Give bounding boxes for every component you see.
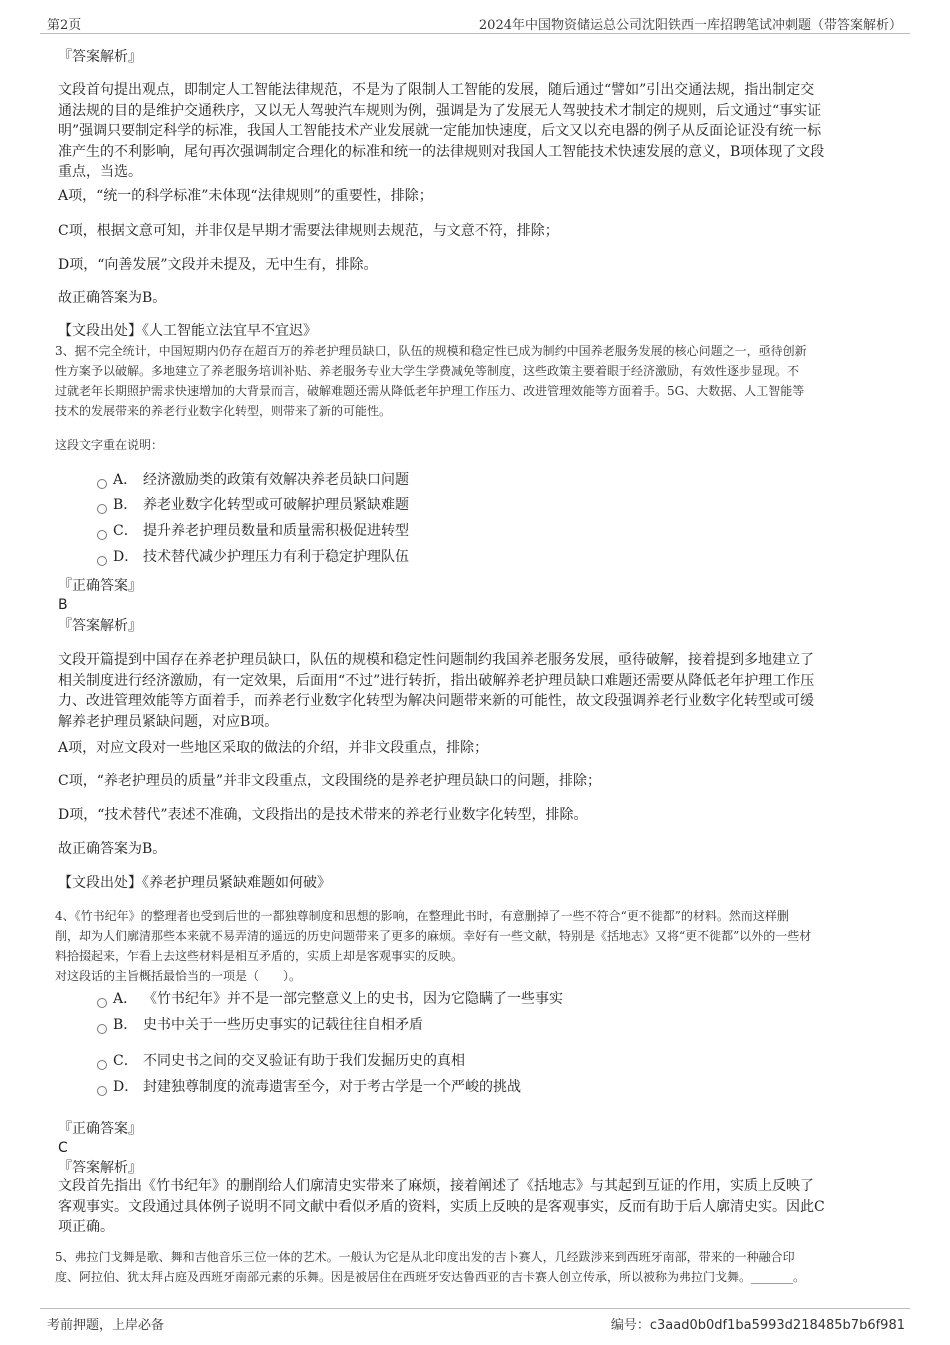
q4-answer-label: 『正确答案』 — [58, 1121, 142, 1137]
document-title: 2024年中国物资储运总公司沈阳铁西一库招聘笔试冲刺题（带答案解析） — [478, 18, 902, 33]
option-text: 不同史书之间的交叉验证有助于我们发掘历史的真相 — [143, 1053, 465, 1069]
q4-option-c[interactable] — [97, 1051, 465, 1071]
radio-icon[interactable] — [97, 504, 107, 514]
option-label: A． — [113, 991, 138, 1007]
q3-analysis-line: 力、改进管理效能等方面着手，而养老行业数字化转型为解决问题带来新的可能性，故文段强调养老行业数字化转型或可缓 — [58, 693, 814, 709]
option-text: 史书中关于一些历史事实的记载往往自相矛盾 — [143, 1017, 423, 1033]
q4-question: 对这段话的主旨概括最恰当的一项是（ ）。 — [55, 969, 302, 983]
q3-stem-line: 过就老年长期照护需求快速增加的大背景而言，破解难题还需从降低老年护理工作压力、改进管理效能等方面着手。5G、大数据、人工智能等 — [55, 384, 805, 398]
q3-stem — [55, 341, 900, 421]
q4-analysis-line: 文段首先指出《竹书纪年》的删削给人们廓清史实带来了麻烦，接着阐述了《括地志》与其起到互证的作用，实质上反映了 — [58, 1178, 814, 1194]
code-label: 编号： — [610, 1318, 650, 1333]
q5-stem-line: 度、阿拉伯、犹太拜占庭及西班牙南部元素的乐舞。因是被居住在西班牙安达鲁西亚的吉卡赛人创立传承，所以被称为弗拉门戈舞。_______。 — [55, 1270, 806, 1284]
q4-option-a[interactable] — [97, 989, 563, 1009]
q4-analysis-line: 项正确。 — [58, 1219, 114, 1235]
q4-stem-line: 4、《竹书纪年》的整理者也受到后世的一都独尊制度和思想的影响，在整理此书时，有意删掉了一些不符合“更不徙都”的材料。然而这样删 — [55, 909, 789, 923]
q2-analysis-text — [58, 80, 898, 183]
q2-analysis-line: 准产生的不利影响，尾句再次强调制定合理化的标准和统一的法律规则对我国人工智能技术快速发展的意义，B项体现了文段 — [58, 143, 825, 160]
q3-source: 【文段出处】《养老护理员紧缺难题如何破》 — [58, 875, 331, 891]
q5-stem-line: 5、弗拉门戈舞是歌、舞和吉他音乐三位一体的艺术。一般认为它是从北印度出发的吉卜赛人，几经跋涉来到西班牙南部，带来的一种融合印 — [55, 1250, 795, 1264]
radio-icon[interactable] — [97, 1060, 107, 1070]
q3-option-d-note: D项，“技术替代”表述不准确，文段指出的是技术带来的养老行业数字化转型，排除。 — [58, 807, 588, 823]
q3-stem-line: 性方案予以破解。多地建立了养老服务培训补贴、养老服务专业大学生学费减免等制度，这些政策主要着眼于经济激励，有效性逐步显现。不 — [55, 364, 800, 378]
footer-divider — [40, 1308, 910, 1309]
q3-analysis-line: 解养老护理员紧缺问题，对应B项。 — [58, 713, 279, 730]
q2-analysis-label: 『答案解析』 — [58, 49, 142, 65]
code-value: c3aad0b0df1ba5993d218485b7b6f981 — [649, 1318, 905, 1333]
footer-slogan: 考前押题，上岸必备 — [47, 1318, 165, 1333]
q3-option-c-note: C项，“养老护理员的质量”并非文段重点，文段围绕的是养老护理员缺口的问题，排除； — [58, 773, 602, 789]
q3-option-b[interactable] — [97, 495, 409, 515]
q3-analysis-line: 相关制度进行经济激励，有一定效果，后面用“不过”进行转折，指出破解养老护理员缺口难题还需要从降低老年护理工作压 — [58, 672, 815, 689]
q4-option-d[interactable] — [97, 1077, 521, 1097]
q3-answer: B — [58, 597, 68, 613]
q3-stem-line: 技术的发展带来的养老行业数字化转型，则带来了新的可能性。 — [55, 404, 392, 418]
option-text: 封建独尊制度的流毒遗害至今，对于考古学是一个严峻的挑战 — [143, 1079, 521, 1095]
header-divider — [40, 33, 910, 34]
q4-analysis-text — [58, 1176, 898, 1238]
option-label: C． — [113, 1053, 138, 1069]
q3-stem-line: 3、据不完全统计，中国短期内仍存在超百万的养老护理员缺口，队伍的规模和稳定性已成为制约中国养老服务发展的核心问题之一，亟待创新 — [55, 344, 807, 358]
q3-question: 这段文字重在说明： — [55, 438, 164, 452]
q4-analysis-label: 『答案解析』 — [58, 1160, 142, 1176]
q3-analysis-text — [58, 650, 898, 732]
q3-option-a-note: A项，对应文段对一些地区采取的做法的介绍，并非文段重点，排除； — [58, 740, 489, 756]
radio-icon[interactable] — [97, 530, 107, 540]
option-label: A． — [113, 472, 138, 488]
q2-option-d-note: D项，“向善发展”文段并未提及，无中生有，排除。 — [58, 257, 378, 273]
radio-icon[interactable] — [97, 1024, 107, 1034]
q4-option-b[interactable] — [97, 1015, 423, 1035]
q2-analysis-line: 明”强调只要制定科学的标准，我国人工智能技术产业发展就一定能加快速度，后文又以充电器的例子从反面论证没有统一标 — [58, 123, 822, 139]
option-text: 《竹书纪年》并不是一部完整意义上的史书，因为它隐瞒了一些事实 — [143, 991, 563, 1007]
option-label: D． — [113, 549, 139, 565]
q2-option-c-note: C项，根据文意可知，并非仅是早期才需要法律规则去规范，与文意不符，排除； — [58, 223, 559, 239]
option-label: C． — [113, 523, 138, 539]
q3-answer-label: 『正确答案』 — [58, 578, 142, 594]
radio-icon[interactable] — [97, 556, 107, 566]
q2-analysis-line: 文段首句提出观点，即制定人工智能法律规范，不是为了限制人工智能的发展，随后通过“譬如”引出交通法规，指出制定交 — [58, 82, 815, 98]
radio-icon[interactable] — [97, 998, 107, 1008]
q3-conclusion: 故正确答案为B。 — [58, 841, 167, 857]
q2-analysis-line: 通法规的目的是维护交通秩序，又以无人驾驶汽车规则为例，强调是为了发展无人驾驶技术才制定的规则，后文通过“事实证 — [58, 102, 822, 119]
q4-stem-line: 料拾掇起来，乍看上去这些材料是相互矛盾的，实质上却是客观事实的反映。 — [55, 949, 464, 963]
q3-analysis-line: 文段开篇提到中国存在养老护理员缺口，队伍的规模和稳定性问题制约我国养老服务发展，亟待破解，接着提到多地建立了 — [58, 652, 814, 668]
option-text: 提升养老护理员数量和质量需积极促进转型 — [143, 523, 409, 539]
q4-stem — [55, 906, 900, 986]
radio-icon[interactable] — [97, 479, 107, 489]
option-label: B． — [113, 1017, 138, 1033]
document-code — [611, 1314, 905, 1333]
option-label: B． — [113, 497, 138, 513]
q3-option-d[interactable] — [97, 547, 409, 567]
option-label: D． — [113, 1079, 139, 1095]
option-text: 经济激励类的政策有效解决养老员缺口问题 — [143, 472, 409, 488]
q2-conclusion: 故正确答案为B。 — [58, 290, 167, 306]
q2-source: 【文段出处】《人工智能立法宜早不宜迟》 — [58, 323, 317, 339]
q2-option-a-note: A项，“统一的科学标准”未体现“法律规则”的重要性，排除； — [58, 188, 433, 204]
q3-analysis-label: 『答案解析』 — [58, 618, 142, 634]
page-number: 第2页 — [47, 18, 82, 33]
q4-stem-line: 削，却为人们廓清那些本来就不易弄清的遥远的历史问题带来了更多的麻烦。幸好有一些文献，特别是《括地志》又将“更不徙都”以外的一些材 — [55, 929, 812, 943]
q2-analysis-line: 重点，当选。 — [58, 164, 142, 180]
q4-analysis-line: 客观事实。文段通过具体例子说明不同文献中看似矛盾的资料，实质上反映的是客观事实，反而有助于后人廓清史实。因此C — [58, 1198, 825, 1215]
q5-stem — [55, 1247, 900, 1287]
option-text: 养老业数字化转型或可破解护理员紧缺难题 — [143, 497, 409, 513]
q3-option-a[interactable] — [97, 470, 409, 490]
q4-answer: C — [58, 1140, 68, 1156]
q3-option-c[interactable] — [97, 521, 409, 541]
radio-icon[interactable] — [97, 1086, 107, 1096]
option-text: 技术替代减少护理压力有利于稳定护理队伍 — [143, 549, 409, 565]
